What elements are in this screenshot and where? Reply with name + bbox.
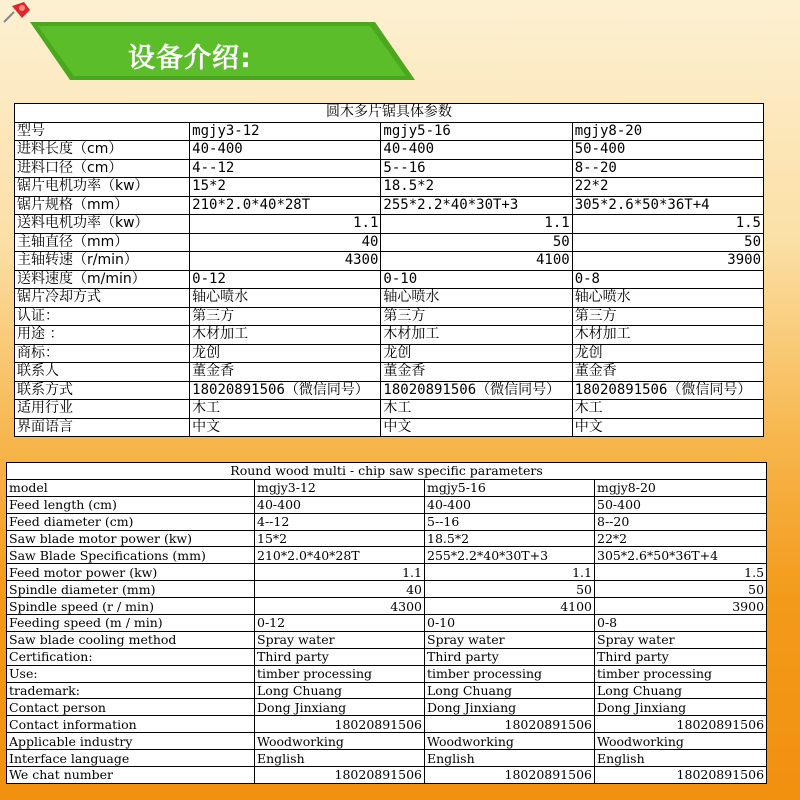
cell-value: 0-12 [255, 615, 425, 632]
cell-value: 22*2 [572, 178, 763, 197]
cell-value: Spray water [595, 631, 767, 648]
cell-value: 龙创 [381, 344, 572, 363]
table-row [7, 750, 767, 767]
table-row [15, 307, 764, 326]
cell-value: 3900 [572, 252, 763, 271]
cell-value: 0-10 [381, 270, 572, 289]
cell-value: 董金香 [572, 363, 763, 382]
row-label: Certification: [7, 648, 255, 665]
cell-value: Woodworking [425, 733, 595, 750]
row-label: Interface language [7, 750, 255, 767]
row-label: Saw blade motor power (kw) [7, 530, 255, 547]
cell-value: 18020891506（微信同号） [572, 381, 763, 400]
section-banner [30, 22, 415, 80]
cell-value: 木材加工 [381, 326, 572, 345]
cell-value: 4300 [190, 252, 381, 271]
table-title-row [7, 463, 767, 480]
table-row [7, 699, 767, 716]
cell-value: 1.1 [381, 215, 572, 234]
table-title: Round wood multi - chip saw specific parameters [7, 463, 767, 480]
cell-value: 255*2.2*40*30T+3 [381, 196, 572, 215]
table-row [7, 530, 767, 547]
row-label: 主轴转速（r/min） [15, 252, 190, 271]
row-label: Spindle diameter (mm) [7, 581, 255, 598]
cell-value: 50-400 [595, 496, 767, 513]
cell-value: Dong Jinxiang [425, 699, 595, 716]
cell-value: 4100 [381, 252, 572, 271]
row-label: Feed motor power (kw) [7, 564, 255, 581]
table-row [7, 581, 767, 598]
cell-value: 18020891506 [425, 716, 595, 733]
cell-value: Third party [425, 648, 595, 665]
cell-value: 轴心喷水 [381, 289, 572, 308]
cell-value: 第三方 [381, 307, 572, 326]
table-row [7, 716, 767, 733]
cell-value: Woodworking [255, 733, 425, 750]
cell-value: timber processing [595, 665, 767, 682]
banner-title: 设备介绍: [128, 43, 252, 74]
row-label: Spindle speed (r / min) [7, 598, 255, 615]
table-row [15, 252, 764, 271]
cell-value: 董金香 [190, 363, 381, 382]
cell-value: English [595, 750, 767, 767]
cell-value: timber processing [425, 665, 595, 682]
table-title: 圆木多片锯具体参数 [15, 104, 764, 123]
cell-value: 1.1 [190, 215, 381, 234]
table-row [7, 631, 767, 648]
table-row [15, 381, 764, 400]
row-label: 联系方式 [15, 381, 190, 400]
row-label: trademark: [7, 682, 255, 699]
cell-value: timber processing [255, 665, 425, 682]
row-label: Saw Blade Specifications (mm) [7, 547, 255, 564]
cell-value: 轴心喷水 [572, 289, 763, 308]
table-row [7, 479, 767, 496]
cell-value: 轴心喷水 [190, 289, 381, 308]
cell-value: 中文 [190, 418, 381, 437]
cell-value: 210*2.0*40*28T [255, 547, 425, 564]
cell-value: 40-400 [190, 141, 381, 160]
table-row [15, 400, 764, 419]
cell-value: 50 [595, 581, 767, 598]
cell-value: 1.1 [255, 564, 425, 581]
table-row [7, 598, 767, 615]
table-row [15, 215, 764, 234]
cell-value: 18020891506（微信同号） [190, 381, 381, 400]
row-label: 锯片规格（mm） [15, 196, 190, 215]
row-label: 商标： [15, 344, 190, 363]
cell-value: 8--20 [572, 159, 763, 178]
cell-value: 255*2.2*40*30T+3 [425, 547, 595, 564]
cell-value: 0-8 [595, 615, 767, 632]
table-row [15, 196, 764, 215]
cell-value: Long Chuang [425, 682, 595, 699]
cell-value: 40-400 [255, 496, 425, 513]
cell-value: mgjy3-12 [190, 122, 381, 141]
cell-value: mgjy8-20 [595, 479, 767, 496]
cell-value: 龙创 [190, 344, 381, 363]
row-label: Contact information [7, 716, 255, 733]
cell-value: 305*2.6*50*36T+4 [572, 196, 763, 215]
cell-value: 18.5*2 [381, 178, 572, 197]
cell-value: 0-12 [190, 270, 381, 289]
cell-value: 5--16 [381, 159, 572, 178]
cell-value: 0-10 [425, 615, 595, 632]
cell-value: Dong Jinxiang [595, 699, 767, 716]
cell-value: mgjy3-12 [255, 479, 425, 496]
cell-value: Spray water [425, 631, 595, 648]
table-row [15, 270, 764, 289]
row-label: 送料速度（m/min） [15, 270, 190, 289]
table-row [15, 233, 764, 252]
cell-value: 8--20 [595, 513, 767, 530]
cell-value: English [425, 750, 595, 767]
cell-value: English [255, 750, 425, 767]
pushpin-icon [0, 0, 34, 26]
cell-value: 5--16 [425, 513, 595, 530]
cell-value: 210*2.0*40*28T [190, 196, 381, 215]
cell-value: 3900 [595, 598, 767, 615]
row-label: 锯片冷却方式 [15, 289, 190, 308]
cell-value: 木材加工 [572, 326, 763, 345]
table-row [15, 418, 764, 437]
cell-value: 18020891506（微信同号） [381, 381, 572, 400]
cell-value: 1.5 [572, 215, 763, 234]
table-row [15, 326, 764, 345]
cell-value: Long Chuang [595, 682, 767, 699]
cell-value: Spray water [255, 631, 425, 648]
row-label: 送料电机功率（kw） [15, 215, 190, 234]
cell-value: 4100 [425, 598, 595, 615]
table-row [7, 665, 767, 682]
chinese-spec-table [14, 103, 764, 437]
table-row [15, 122, 764, 141]
cell-value: 董金香 [381, 363, 572, 382]
cell-value: 中文 [572, 418, 763, 437]
row-label: Saw blade cooling method [7, 631, 255, 648]
cell-value: 305*2.6*50*36T+4 [595, 547, 767, 564]
row-label: 界面语言 [15, 418, 190, 437]
table-title-row [15, 104, 764, 123]
cell-value: 木工 [572, 400, 763, 419]
cell-value: Third party [255, 648, 425, 665]
cell-value: 18020891506 [255, 767, 425, 784]
english-spec-table [6, 462, 767, 784]
cell-value: 4--12 [255, 513, 425, 530]
table-row [7, 547, 767, 564]
cell-value: 50 [425, 581, 595, 598]
row-label: 联系人 [15, 363, 190, 382]
cell-value: 木工 [190, 400, 381, 419]
cell-value: 第三方 [572, 307, 763, 326]
row-label: 主轴直径（mm） [15, 233, 190, 252]
cell-value: 18.5*2 [425, 530, 595, 547]
cell-value: 40-400 [425, 496, 595, 513]
cell-value: mgjy5-16 [425, 479, 595, 496]
row-label: 进料长度（cm） [15, 141, 190, 160]
table-row [15, 159, 764, 178]
table-row [15, 141, 764, 160]
cell-value: Dong Jinxiang [255, 699, 425, 716]
cell-value: 50 [572, 233, 763, 252]
row-label: 型号 [15, 122, 190, 141]
cell-value: 木材加工 [190, 326, 381, 345]
cell-value: 龙创 [572, 344, 763, 363]
cell-value: 18020891506 [425, 767, 595, 784]
cell-value: 40 [255, 581, 425, 598]
table-row [15, 289, 764, 308]
row-label: model [7, 479, 255, 496]
table-row [15, 178, 764, 197]
cell-value: 18020891506 [595, 716, 767, 733]
cell-value: 木工 [381, 400, 572, 419]
table-row [7, 615, 767, 632]
cell-value: 1.1 [425, 564, 595, 581]
row-label: Feed length (cm) [7, 496, 255, 513]
table-row [7, 648, 767, 665]
cell-value: 1.5 [595, 564, 767, 581]
cell-value: 50 [381, 233, 572, 252]
row-label: 认证： [15, 307, 190, 326]
cell-value: 中文 [381, 418, 572, 437]
table-row [15, 363, 764, 382]
row-label: 用途 ： [15, 326, 190, 345]
table-row [7, 564, 767, 581]
cell-value: 18020891506 [595, 767, 767, 784]
cell-value: 40-400 [381, 141, 572, 160]
cell-value: 50-400 [572, 141, 763, 160]
cell-value: mgjy5-16 [381, 122, 572, 141]
row-label: Applicable industry [7, 733, 255, 750]
table-row [7, 496, 767, 513]
row-label: 锯片电机功率（kw） [15, 178, 190, 197]
cell-value: 15*2 [255, 530, 425, 547]
row-label: We chat number [7, 767, 255, 784]
row-label: Feed diameter (cm) [7, 513, 255, 530]
row-label: Contact person [7, 699, 255, 716]
row-label: 进料口径（cm） [15, 159, 190, 178]
cell-value: 0-8 [572, 270, 763, 289]
row-label: 适用行业 [15, 400, 190, 419]
cell-value: 4300 [255, 598, 425, 615]
row-label: Use: [7, 665, 255, 682]
cell-value: Long Chuang [255, 682, 425, 699]
cell-value: mgjy8-20 [572, 122, 763, 141]
table-row [7, 733, 767, 750]
cell-value: 40 [190, 233, 381, 252]
table-row [15, 344, 764, 363]
cell-value: 15*2 [190, 178, 381, 197]
cell-value: 4--12 [190, 159, 381, 178]
cell-value: 22*2 [595, 530, 767, 547]
cell-value: 第三方 [190, 307, 381, 326]
row-label: Feeding speed (m / min) [7, 615, 255, 632]
cell-value: Woodworking [595, 733, 767, 750]
table-row [7, 767, 767, 784]
table-row [7, 513, 767, 530]
table-row [7, 682, 767, 699]
cell-value: Third party [595, 648, 767, 665]
cell-value: 18020891506 [255, 716, 425, 733]
